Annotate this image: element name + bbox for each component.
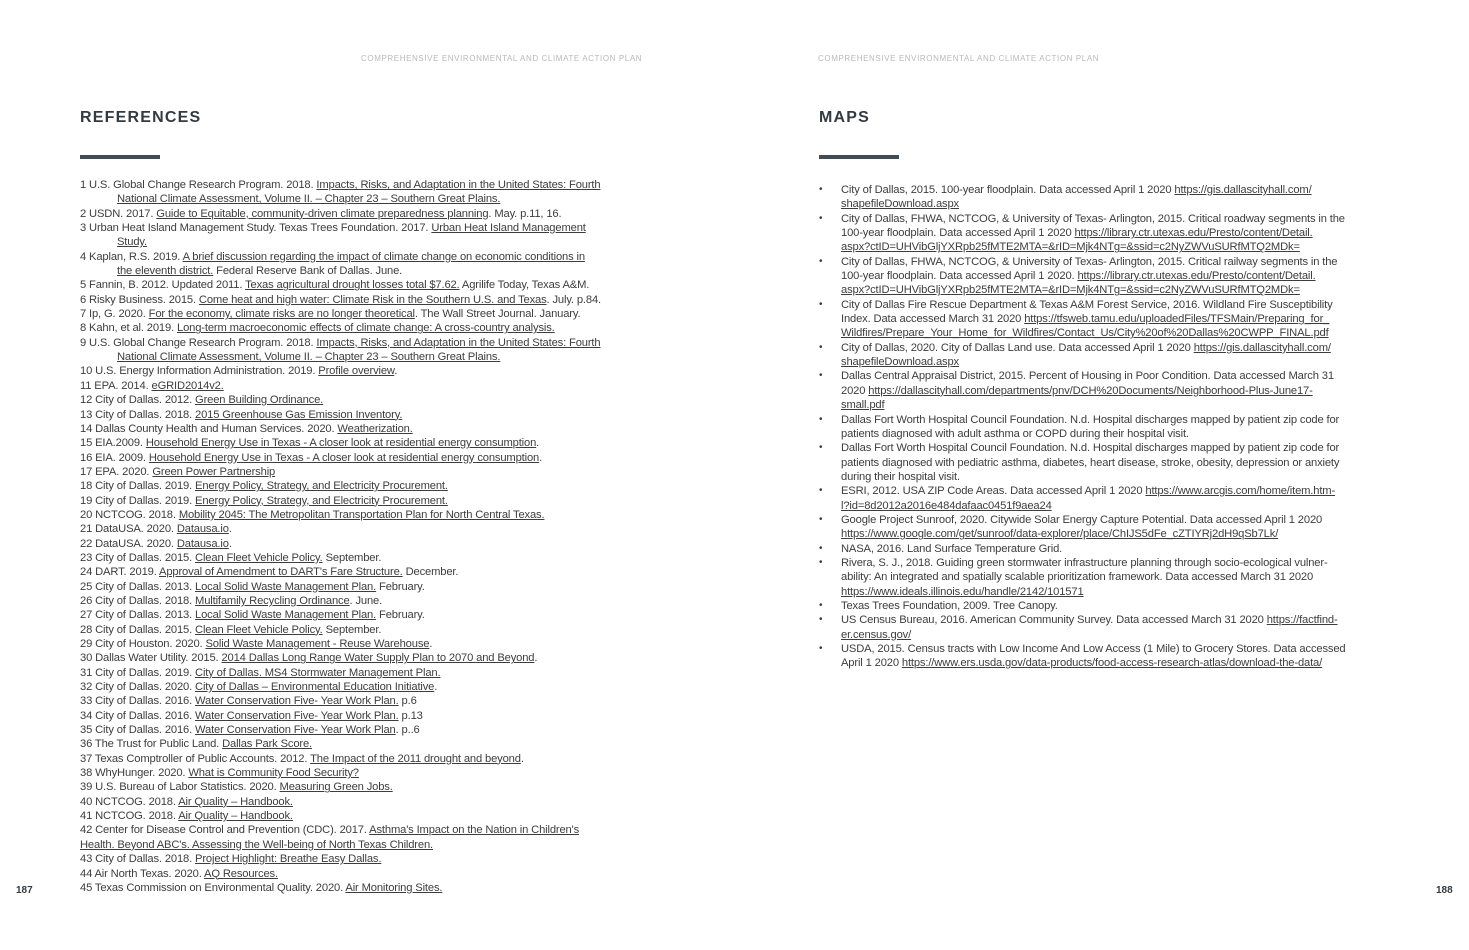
map-source-item bbox=[819, 513, 1389, 542]
reference-text: 100-year floodplain. Data accessed April 1 2020. bbox=[841, 270, 1078, 283]
reference-item bbox=[80, 537, 680, 551]
right-page bbox=[735, 0, 1469, 950]
reference-text: 35 City of Dallas. 2016. bbox=[80, 724, 196, 737]
reference-link[interactable]: l?id=8d2012a2016e484dafaac0451f9aea24 bbox=[841, 499, 1052, 512]
reference-link[interactable]: 2014 Dallas Long Range Water Supply Plan to 2070 and Beyond bbox=[221, 652, 535, 665]
reference-text: 29 City of Houston. 2020. bbox=[80, 638, 206, 650]
references-title: REFERENCES bbox=[80, 109, 202, 126]
reference-text: 1 U.S. Global Change Research Program. 2018. bbox=[80, 179, 317, 191]
reference-link[interactable]: Weatherization. bbox=[337, 422, 413, 435]
reference-text: 32 City of Dallas. 2020. bbox=[80, 681, 196, 694]
reference-link[interactable]: Solid Waste Management - Reuse Warehouse bbox=[205, 638, 430, 650]
reference-item bbox=[80, 651, 680, 665]
reference-item bbox=[80, 408, 680, 422]
reference-text: Dallas Fort Worth Hospital Council Foundation. N.d. Hospital discharges mapped by patient zip code for bbox=[841, 413, 1340, 426]
reference-item bbox=[80, 465, 680, 479]
reference-text: . bbox=[534, 652, 538, 665]
bullet-icon: • bbox=[819, 513, 823, 525]
reference-text: 38 WhyHunger. 2020. bbox=[80, 767, 189, 780]
reference-text: 34 City of Dallas. 2016. bbox=[80, 709, 196, 722]
reference-text: USDA, 2015. Census tracts with Low Income And Low Access (1 Mile) to Grocery Stores. Data accessed bbox=[841, 643, 1346, 655]
map-source-item bbox=[819, 369, 1389, 412]
reference-item bbox=[80, 623, 680, 637]
reference-text: . bbox=[228, 523, 232, 536]
reference-text: . bbox=[539, 451, 543, 464]
reference-item bbox=[80, 364, 680, 378]
reference-link[interactable]: Project Highlight: Breathe Easy Dallas. bbox=[195, 853, 382, 866]
reference-item bbox=[80, 852, 680, 866]
reference-link[interactable]: aspx?ctID=UHVibGljYXRpb25fMTE2MTA=&rID=Mjk4NTg=&ssid=c2NyZWVuSURfMTQ2MDk= bbox=[841, 284, 1300, 297]
reference-link[interactable]: Urban Heat Island Management bbox=[431, 222, 586, 235]
reference-link[interactable]: Energy Policy, Strategy, and Electricity Procurement. bbox=[195, 480, 448, 493]
reference-text: 2020 bbox=[841, 384, 869, 397]
map-source-item bbox=[819, 341, 1389, 370]
reference-text: 4 Kaplan, R.S. 2019. bbox=[80, 250, 183, 263]
reference-link[interactable]: Datausa.io bbox=[176, 523, 229, 536]
reference-link[interactable]: 2015 Greenhouse Gas Emission Inventory. bbox=[195, 408, 403, 421]
map-source-item bbox=[819, 183, 1389, 212]
reference-link[interactable]: National Climate Assessment, Volume II. – Chapter 23 – Southern Great Plains. bbox=[117, 193, 501, 206]
reference-text: 22 DataUSA. 2020. bbox=[80, 537, 177, 550]
map-source-item bbox=[819, 413, 1389, 442]
map-source-item bbox=[819, 298, 1389, 341]
reference-item bbox=[80, 752, 680, 766]
reference-link[interactable]: Energy Policy, Strategy, and Electricity Procurement. bbox=[195, 494, 448, 507]
reference-link[interactable]: eGRID2014v2. bbox=[151, 379, 224, 392]
reference-link[interactable]: Profile overview bbox=[318, 365, 395, 378]
reference-link[interactable]: https://dallascityhall.com/departments/pnv/DCH%20Documents/Neighborhood-Plus-June17- bbox=[868, 384, 1313, 397]
reference-text: NASA, 2016. Land Surface Temperature Grid. bbox=[841, 542, 1063, 555]
reference-link[interactable]: aspx?ctID=UHVibGljYXRpb25fMTE2MTA=&rID=Mjk4NTg=&ssid=c2NyZWVuSURfMTQ2MDk= bbox=[841, 241, 1300, 254]
page-number: 187 bbox=[16, 885, 33, 896]
reference-link[interactable]: Wildfires/Prepare_Your_Home_for_Wildfires/Contact_Us/City%20of%20Dallas%20CWPP_FINAL.pdf bbox=[841, 327, 1329, 340]
reference-text: US Census Bureau, 2016. American Community Survey. Data accessed March 31 2020 bbox=[841, 614, 1267, 627]
reference-link[interactable]: Study. bbox=[117, 236, 147, 249]
reference-text: September. bbox=[322, 551, 382, 564]
reference-link[interactable]: Health. Beyond ABC's. Assessing the Well-being of North Texas Children. bbox=[80, 838, 433, 851]
reference-item bbox=[80, 522, 680, 536]
reference-text: patients diagnosed with pediatric asthma, diabetes, heart disease, stroke, obesity, depression or anxiety bbox=[841, 456, 1340, 469]
reference-item bbox=[80, 379, 680, 393]
reference-text: 6 Risky Business. 2015. bbox=[80, 293, 199, 306]
reference-text: 19 City of Dallas. 2019. bbox=[80, 494, 196, 507]
reference-item bbox=[80, 795, 680, 809]
reference-link[interactable]: Clean Fleet Vehicle Policy. bbox=[195, 551, 323, 564]
reference-text: City of Dallas, FHWA, NCTCOG, & University of Texas- Arlington, 2015. Critical roadway segments in the bbox=[841, 212, 1345, 225]
reference-link[interactable]: National Climate Assessment, Volume II. – Chapter 23 – Southern Great Plains. bbox=[117, 351, 501, 364]
map-source-item bbox=[819, 441, 1389, 484]
reference-link[interactable]: Impacts, Risks, and Adaptation in the United States: Fourth bbox=[316, 336, 601, 349]
reference-text: 9 U.S. Global Change Research Program. 2018. bbox=[80, 336, 317, 349]
reference-item bbox=[80, 508, 680, 522]
reference-item bbox=[80, 881, 680, 895]
map-source-item bbox=[819, 613, 1389, 642]
reference-text: 44 Air North Texas. 2020. bbox=[80, 867, 205, 880]
reference-link[interactable]: Water Conservation Five- Year Work Plan. bbox=[195, 695, 399, 708]
reference-link[interactable]: https://gis.dallascityhall.com/ bbox=[1193, 341, 1331, 354]
reference-item bbox=[80, 250, 680, 279]
reference-link[interactable]: Water Conservation Five- Year Work Plan. bbox=[195, 709, 399, 722]
bullet-icon: • bbox=[819, 298, 823, 310]
reference-link[interactable]: Guide to Equitable, community-driven climate preparedness planning bbox=[156, 207, 489, 220]
reference-text: 7 Ip, G. 2020. bbox=[80, 308, 149, 321]
reference-link[interactable]: shapefileDownload.aspx bbox=[841, 356, 959, 369]
reference-text: p.13 bbox=[398, 709, 423, 722]
reference-text: . bbox=[520, 752, 524, 765]
bullet-icon: • bbox=[819, 556, 823, 568]
reference-text: 17 EPA. 2020. bbox=[80, 465, 153, 478]
reference-item bbox=[80, 221, 680, 250]
reference-link[interactable]: https://library.ctr.utexas.edu/Presto/content/Detail. bbox=[1077, 270, 1316, 283]
bullet-icon: • bbox=[819, 184, 823, 195]
reference-text: 11 EPA. 2014. bbox=[80, 379, 152, 392]
reference-item bbox=[80, 207, 680, 221]
reference-text: 27 City of Dallas. 2013. bbox=[80, 609, 196, 622]
reference-link[interactable]: the eleventh district. bbox=[117, 265, 214, 278]
reference-text: . The Wall Street Journal. January. bbox=[414, 308, 581, 321]
reference-text: Texas Trees Foundation, 2009. Tree Canopy. bbox=[841, 599, 1058, 612]
reference-link[interactable]: Household Energy Use in Texas - A closer look at residential energy consumption bbox=[145, 437, 537, 450]
reference-item bbox=[80, 780, 680, 794]
map-source-item bbox=[819, 599, 1389, 613]
reference-text: 37 Texas Comptroller of Public Accounts. 2012. bbox=[80, 752, 311, 765]
reference-text: 5 Fannin, B. 2012. Updated 2011. bbox=[80, 279, 246, 292]
reference-text: . bbox=[394, 365, 398, 378]
reference-link[interactable]: Clean Fleet Vehicle Policy. bbox=[195, 623, 323, 636]
reference-link[interactable]: Long-term macroeconomic effects of climate change: A cross-country analysis. bbox=[177, 322, 555, 335]
reference-text: Dallas Fort Worth Hospital Council Foundation. N.d. Hospital discharges mapped by patient zip code for bbox=[841, 442, 1340, 455]
reference-text: 2 USDN. 2017. bbox=[80, 207, 157, 220]
page-number: 188 bbox=[1436, 885, 1453, 896]
reference-text: . bbox=[228, 537, 232, 550]
reference-text: 100-year floodplain. Data accessed April 1 2020 bbox=[841, 227, 1075, 240]
reference-item bbox=[80, 737, 680, 751]
reference-text: . July. p.84. bbox=[546, 293, 601, 306]
reference-text: 3 Urban Heat Island Management Study. Texas Trees Foundation. 2017. bbox=[80, 222, 432, 235]
reference-text: 15 EIA.2009. bbox=[80, 437, 146, 450]
reference-link[interactable]: https://www.arcgis.com/home/item.htm- bbox=[1145, 485, 1336, 498]
reference-text: . bbox=[536, 437, 540, 450]
map-source-item bbox=[819, 542, 1389, 556]
reference-text: February. bbox=[376, 609, 425, 622]
reference-text: City of Dallas, 2020. City of Dallas Land use. Data accessed April 1 2020 bbox=[841, 341, 1194, 354]
reference-item bbox=[80, 278, 680, 292]
reference-text: . June. bbox=[349, 594, 383, 607]
reference-link[interactable]: Household Energy Use in Texas - A closer look at residential energy consumption bbox=[148, 451, 540, 464]
running-head: COMPREHENSIVE ENVIRONMENTAL AND CLIMATE ACTION PLAN bbox=[818, 54, 1100, 63]
references-list bbox=[80, 178, 680, 895]
reference-text: 42 Center for Disease Control and Prevention (CDC). 2017. bbox=[80, 824, 370, 837]
reference-text: 24 DART. 2019. bbox=[80, 566, 160, 579]
reference-text: Google Project Sunroof, 2020. Citywide Solar Energy Capture Potential. Data accessed April 1 2020 bbox=[841, 513, 1323, 526]
map-source-item bbox=[819, 556, 1389, 599]
reference-item bbox=[80, 680, 680, 694]
reference-item bbox=[80, 867, 680, 881]
reference-text: during their hospital visit. bbox=[841, 470, 960, 483]
reference-text: Dallas Central Appraisal District, 2015. Percent of Housing in Poor Condition. Data accessed March 31 bbox=[841, 370, 1334, 383]
reference-item bbox=[80, 766, 680, 780]
reference-link[interactable]: Local Solid Waste Management Plan. bbox=[195, 580, 377, 593]
reference-text: Rivera, S. J., 2018. Guiding green stormwater infrastructure planning through socio-ecological vulner- bbox=[841, 556, 1328, 569]
reference-text: 13 City of Dallas. 2018. bbox=[80, 408, 196, 421]
title-rule bbox=[80, 155, 160, 159]
reference-item bbox=[80, 565, 680, 579]
reference-item bbox=[80, 551, 680, 565]
reference-link[interactable]: Multifamily Recycling Ordinance bbox=[195, 594, 350, 607]
reference-link[interactable]: Air Quality – Handbook. bbox=[178, 795, 293, 808]
reference-item bbox=[80, 809, 680, 823]
maps-list bbox=[819, 183, 1389, 671]
reference-link[interactable]: Impacts, Risks, and Adaptation in the United States: Fourth bbox=[316, 179, 601, 191]
reference-link[interactable]: What is Community Food Security? bbox=[188, 767, 359, 780]
bullet-icon: • bbox=[819, 212, 823, 224]
reference-link[interactable]: Local Solid Waste Management Plan. bbox=[195, 609, 377, 622]
left-page bbox=[0, 0, 734, 950]
reference-item bbox=[80, 436, 680, 450]
reference-link[interactable]: Air Quality – Handbook. bbox=[178, 810, 293, 823]
reference-text: p.6 bbox=[398, 695, 417, 708]
reference-link[interactable]: Green Power Partnership bbox=[152, 465, 276, 478]
reference-item bbox=[80, 422, 680, 436]
reference-text: . bbox=[434, 681, 438, 694]
bullet-icon: • bbox=[819, 341, 823, 353]
reference-item bbox=[80, 293, 680, 307]
reference-text: 33 City of Dallas. 2016. bbox=[80, 695, 196, 708]
reference-text: City of Dallas, FHWA, NCTCOG, & University of Texas- Arlington, 2015. Critical railway segments in the bbox=[841, 255, 1338, 268]
map-source-item bbox=[819, 212, 1389, 255]
reference-item bbox=[80, 594, 680, 608]
reference-link[interactable]: https://gis.dallascityhall.com/ bbox=[1174, 184, 1312, 196]
reference-link[interactable]: The Impact of the 2011 drought and beyond bbox=[310, 752, 521, 765]
bullet-icon: • bbox=[819, 442, 823, 454]
reference-link[interactable]: Measuring Green Jobs. bbox=[279, 781, 393, 794]
reference-text: 16 EIA. 2009. bbox=[80, 451, 149, 464]
running-head: COMPREHENSIVE ENVIRONMENTAL AND CLIMATE ACTION PLAN bbox=[361, 54, 643, 63]
reference-link[interactable]: Asthma's Impact on the Nation in Children's bbox=[369, 824, 580, 837]
reference-text: 21 DataUSA. 2020. bbox=[80, 523, 177, 536]
reference-link[interactable]: Air Monitoring Sites. bbox=[345, 881, 443, 894]
reference-link[interactable]: Approval of Amendment to DART's Fare Structure. bbox=[159, 566, 403, 579]
reference-text: 10 U.S. Energy Information Administration. 2019. bbox=[80, 365, 319, 378]
reference-link[interactable]: er.census.gov/ bbox=[841, 628, 912, 641]
reference-link[interactable]: Come heat and high water: Climate Risk in the Southern U.S. and Texas bbox=[198, 293, 547, 306]
reference-text: 28 City of Dallas. 2015. bbox=[80, 623, 196, 636]
maps-title: MAPS bbox=[819, 109, 871, 126]
bullet-icon: • bbox=[819, 370, 823, 382]
reference-text: Federal Reserve Bank of Dallas. June. bbox=[213, 265, 403, 278]
reference-item bbox=[80, 321, 680, 335]
reference-item bbox=[80, 393, 680, 407]
bullet-icon: • bbox=[819, 255, 823, 267]
reference-text: . bbox=[429, 638, 433, 650]
reference-text: December. bbox=[402, 566, 459, 579]
reference-link[interactable]: https://www.ideals.illinois.edu/handle/2142/101571 bbox=[841, 585, 1084, 598]
reference-text: 18 City of Dallas. 2019. bbox=[80, 480, 196, 493]
reference-link[interactable]: Mobility 2045: The Metropolitan Transportation Plan for North Central Texas. bbox=[178, 508, 545, 521]
reference-text: 45 Texas Commission on Environmental Quality. 2020. bbox=[80, 881, 346, 894]
reference-link[interactable]: https://www.google.com/get/sunroof/data-explorer/place/ChIJS5dFe_cZTIYRj2dH9qSb7Lk/ bbox=[841, 528, 1279, 541]
reference-link[interactable]: Texas agricultural drought losses total $7.62. bbox=[245, 279, 460, 292]
reference-text: ESRI, 2012. USA ZIP Code Areas. Data accessed April 1 2020 bbox=[841, 485, 1146, 498]
reference-text: 12 City of Dallas. 2012. bbox=[80, 394, 196, 407]
reference-item bbox=[80, 666, 680, 680]
reference-text: . May. p.11, 16. bbox=[488, 207, 562, 220]
reference-text: 40 NCTCOG. 2018. bbox=[80, 795, 179, 808]
reference-text: City of Dallas, 2015. 100-year floodplain. Data accessed April 1 2020 bbox=[841, 184, 1175, 196]
reference-text: Agrilife Today, Texas A&M. bbox=[459, 279, 590, 292]
bullet-icon: • bbox=[819, 413, 823, 425]
title-rule bbox=[819, 155, 899, 159]
reference-text: 20 NCTCOG. 2018. bbox=[80, 508, 179, 521]
reference-item bbox=[80, 823, 680, 852]
reference-link[interactable]: City of Dallas – Environmental Education Initiative bbox=[195, 681, 435, 694]
reference-item bbox=[80, 580, 680, 594]
map-source-item bbox=[819, 484, 1389, 513]
reference-link[interactable]: https://www.ers.usda.gov/data-products/food-access-research-atlas/download-the-data/ bbox=[901, 657, 1323, 670]
reference-link[interactable]: Green Building Ordinance. bbox=[195, 394, 324, 407]
reference-item bbox=[80, 608, 680, 622]
bullet-icon: • bbox=[819, 614, 823, 626]
map-source-item bbox=[819, 255, 1389, 298]
reference-link[interactable]: shapefileDownload.aspx bbox=[841, 198, 959, 211]
reference-text: City of Dallas Fire Rescue Department & Texas A&M Forest Service, 2016. Wildland Fire Susceptibility bbox=[841, 298, 1333, 311]
map-source-item bbox=[819, 642, 1389, 671]
bullet-icon: • bbox=[819, 542, 823, 554]
reference-text: 31 City of Dallas. 2019. bbox=[80, 666, 196, 679]
reference-text: February. bbox=[376, 580, 425, 593]
reference-text: 23 City of Dallas. 2015. bbox=[80, 551, 196, 564]
reference-text: April 1 2020 bbox=[841, 657, 902, 670]
reference-text: 30 Dallas Water Utility. 2015. bbox=[80, 652, 222, 665]
reference-link[interactable]: City of Dallas. MS4 Stormwater Management Plan. bbox=[195, 666, 441, 679]
reference-item bbox=[80, 178, 680, 207]
reference-link[interactable]: Dallas Park Score. bbox=[222, 738, 313, 751]
reference-link[interactable]: A brief discussion regarding the impact of climate change on economic conditions in bbox=[182, 250, 585, 263]
reference-item bbox=[80, 479, 680, 493]
reference-item bbox=[80, 709, 680, 723]
reference-item bbox=[80, 494, 680, 508]
reference-text: 14 Dallas County Health and Human Services. 2020. bbox=[80, 422, 338, 435]
bullet-icon: • bbox=[819, 599, 823, 611]
reference-item bbox=[80, 336, 680, 365]
reference-text: 25 City of Dallas. 2013. bbox=[80, 580, 196, 593]
reference-text: patients diagnosed with adult asthma or COPD during their hospital visit. bbox=[841, 427, 1189, 440]
reference-link[interactable]: Water Conservation Five- Year Work Plan bbox=[195, 724, 396, 737]
reference-text: . p..6 bbox=[395, 724, 420, 737]
reference-link[interactable]: https://library.ctr.utexas.edu/Presto/content/Detail. bbox=[1074, 227, 1313, 240]
reference-text: ability: An integrated and spatially scalable prioritization framework. Data accessed March 31 2020 bbox=[841, 571, 1314, 584]
reference-text: 36 The Trust for Public Land. bbox=[80, 738, 223, 751]
reference-link[interactable]: Datausa.io bbox=[176, 537, 229, 550]
bullet-icon: • bbox=[819, 485, 823, 497]
reference-link[interactable]: AQ Resources. bbox=[204, 867, 278, 880]
reference-link[interactable]: small.pdf bbox=[841, 399, 885, 412]
reference-item bbox=[80, 307, 680, 321]
reference-text: 43 City of Dallas. 2018. bbox=[80, 853, 196, 866]
reference-item bbox=[80, 694, 680, 708]
reference-link[interactable]: https://tfsweb.tamu.edu/uploadedFiles/TFSMain/Preparing_for_ bbox=[1024, 313, 1330, 326]
reference-item bbox=[80, 637, 680, 651]
reference-text: 26 City of Dallas. 2018. bbox=[80, 594, 196, 607]
bullet-icon: • bbox=[819, 643, 823, 654]
reference-item bbox=[80, 451, 680, 465]
reference-item bbox=[80, 723, 680, 737]
reference-text: 41 NCTCOG. 2018. bbox=[80, 810, 179, 823]
reference-text: 39 U.S. Bureau of Labor Statistics. 2020. bbox=[80, 781, 280, 794]
reference-link[interactable]: https://factfind- bbox=[1266, 614, 1338, 627]
reference-text: September. bbox=[322, 623, 382, 636]
reference-text: 8 Kahn, et al. 2019. bbox=[80, 322, 177, 335]
reference-link[interactable]: For the economy, climate risks are no longer theoretical bbox=[148, 308, 415, 321]
reference-text: Index. Data accessed March 31 2020 bbox=[841, 313, 1025, 326]
